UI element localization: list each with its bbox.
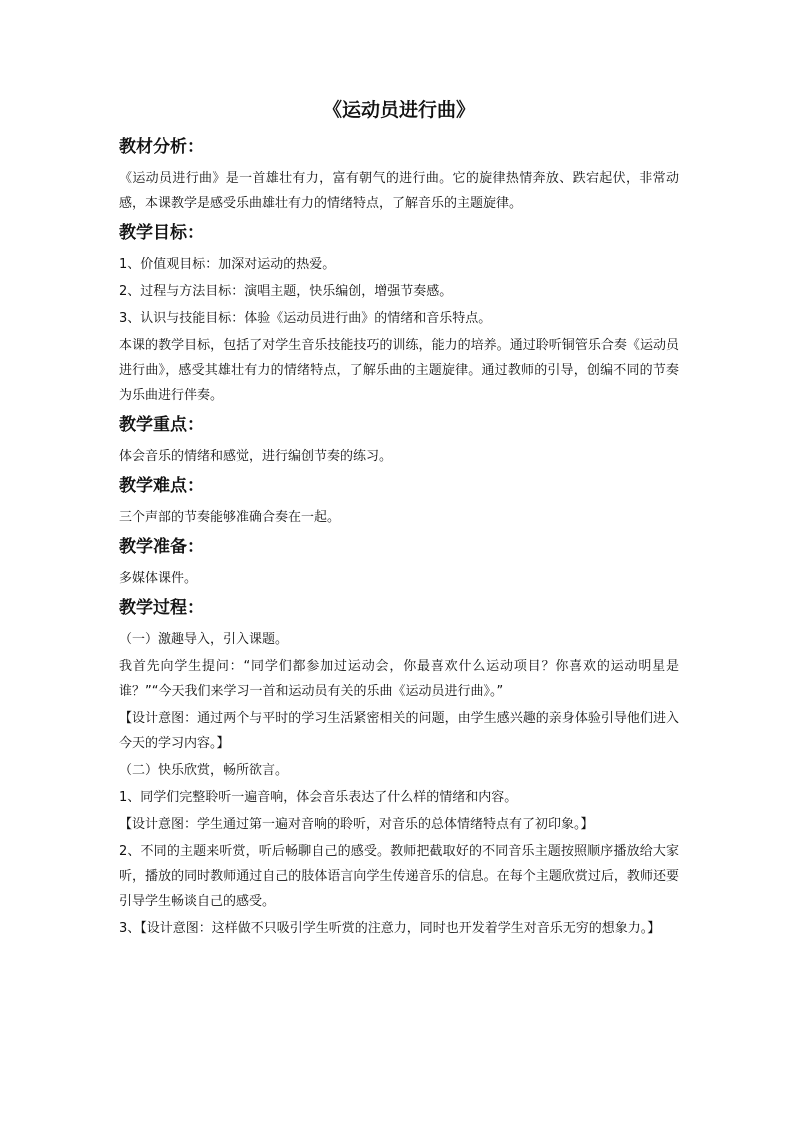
paragraph: 1、价值观目标：加深对运动的热爱。 xyxy=(119,257,336,272)
section-heading-objectives: 教学目标： xyxy=(119,223,204,243)
section-heading-process: 教学过程： xyxy=(119,598,204,618)
section-heading-analysis: 教材分析： xyxy=(119,137,204,157)
document-title: 《运动员进行曲》 xyxy=(322,99,475,121)
paragraph: 体会音乐的情绪和感觉，进行编创节奏的练习。 xyxy=(119,449,393,464)
paragraph: 2、过程与方法目标：演唱主题，快乐编创，增强节奏感。 xyxy=(119,284,453,299)
paragraph: 《运动员进行曲》是一首雄壮有力，富有朝气的进行曲。它的旋律热情奔放、跌宕起伏，非常动感，本课教学是感受乐曲雄壮有力的情绪特点，了解音乐的主题旋律。 xyxy=(119,171,679,211)
section-heading-difficulties: 教学难点： xyxy=(119,476,204,496)
paragraph: 3、【设计意图：这样做不只吸引学生听赏的注意力，同时也开发着学生对音乐无穷的想象力。】 xyxy=(119,921,661,936)
paragraph: 本课的教学目标，包括了对学生音乐技能技巧的训练，能力的培养。通过聆听铜管乐合奏《运动员进行曲》，感受其雄壮有力的情绪特点，了解乐曲的主题旋律。通过教师的引导，创编不同的节奏为乐曲进行伴奏。 xyxy=(119,338,679,403)
paragraph: （二）快乐欣赏，畅所欲言。 xyxy=(119,763,289,778)
document-content xyxy=(119,96,679,943)
paragraph: 3、认识与技能目标：体验《运动员进行曲》的情绪和音乐特点。 xyxy=(119,311,492,326)
paragraph: 【设计意图：学生通过第一遍对音响的聆听，对音乐的总体情绪特点有了初印象。】 xyxy=(119,817,594,832)
paragraph: 【设计意图：通过两个与平时的学习生活紧密相关的问题，由学生感兴趣的亲身体验引导他们进入今天的学习内容。】 xyxy=(119,711,679,751)
section-heading-preparation: 教学准备： xyxy=(119,537,204,557)
paragraph: 三个声部的节奏能够准确合奏在一起。 xyxy=(119,510,341,525)
section-heading-key-points: 教学重点： xyxy=(119,415,204,435)
paragraph: 2、不同的主题来听赏，听后畅聊自己的感受。教师把截取好的不同音乐主题按照顺序播放给大家听，播放的同时教师通过自己的肢体语言向学生传递音乐的信息。在每个主题欣赏过后，教师还要引导学生畅谈自己的感受。 xyxy=(119,844,679,909)
paragraph: 我首先向学生提问：“同学们都参加过运动会，你最喜欢什么运动项目？你喜欢的运动明星是谁？”“今天我们来学习一首和运动员有关的乐曲《运动员进行曲》。” xyxy=(119,659,679,699)
paragraph: （一）激趣导入，引入课题。 xyxy=(119,632,289,647)
paragraph: 1、同学们完整聆听一遍音响，体会音乐表达了什么样的情绪和内容。 xyxy=(119,790,518,805)
paragraph: 多媒体课件。 xyxy=(119,571,198,586)
